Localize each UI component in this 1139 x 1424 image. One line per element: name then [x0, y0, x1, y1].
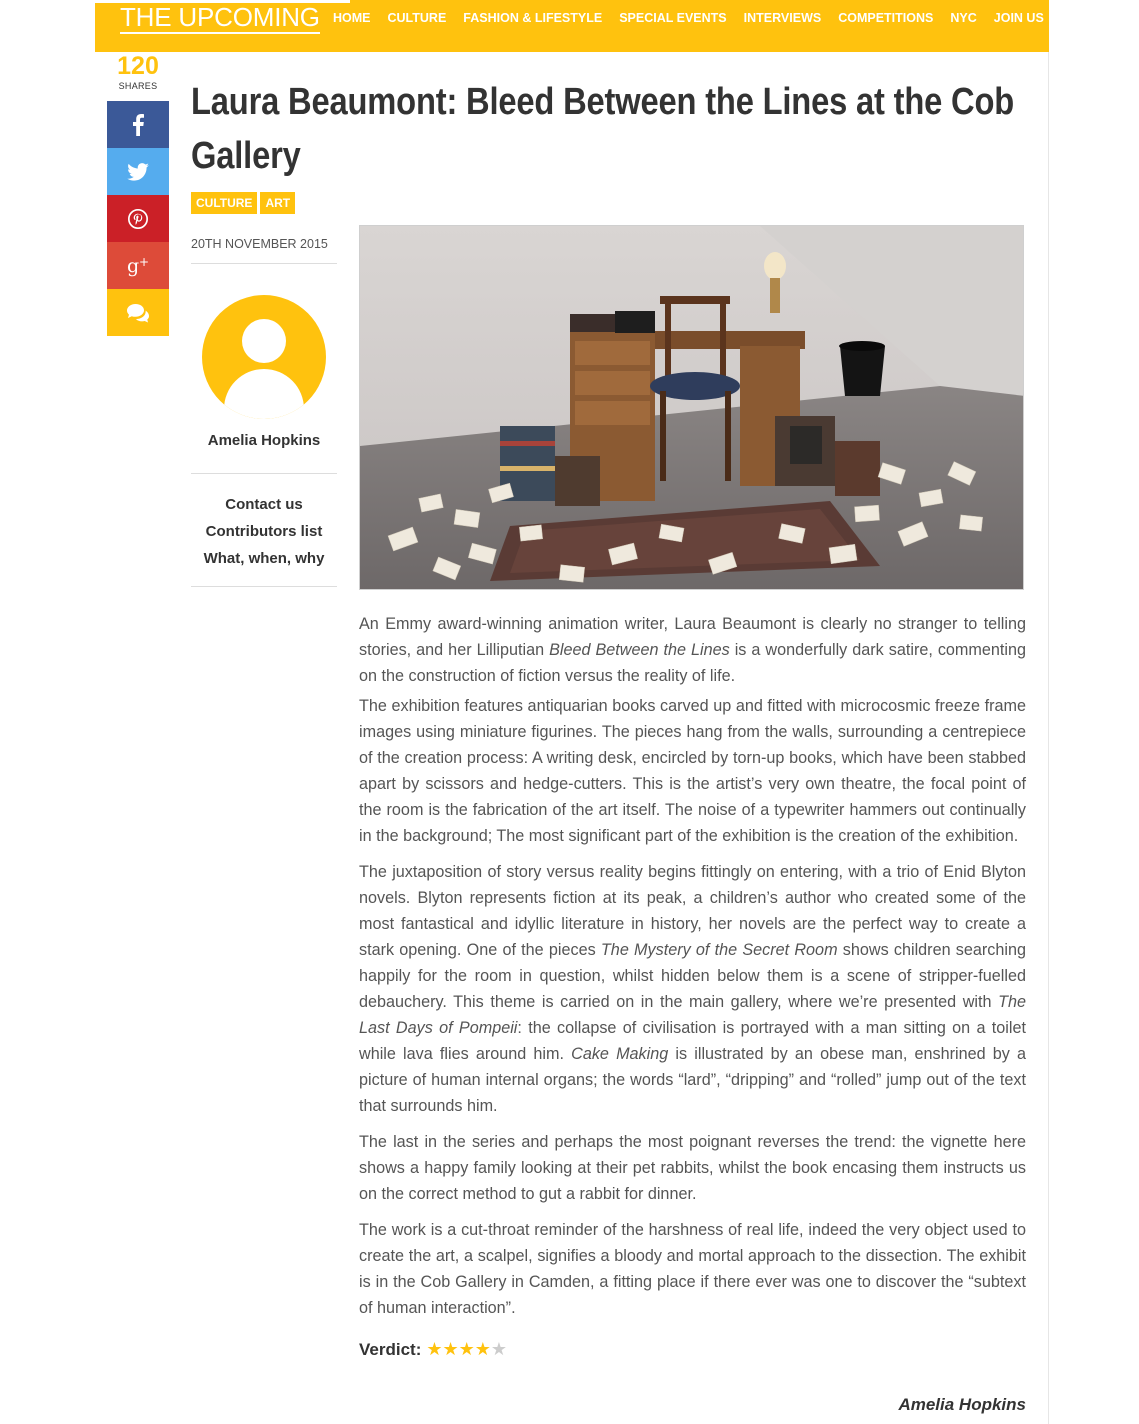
nav-interviews[interactable]: INTERVIEWS — [743, 11, 822, 25]
pinterest-share-button[interactable] — [107, 195, 169, 242]
p3-text-b: shows children searching happily for the room in question, whilst hidden below them is a scene of stripper-fuelled debauchery. This theme is carried on in the main gallery, where we’re presented with — [359, 941, 1026, 1011]
paragraph-1 — [359, 611, 1026, 689]
svg-text:+: + — [139, 254, 150, 269]
paragraph-3 — [359, 859, 1026, 1119]
nav-competitions[interactable]: COMPETITIONS — [838, 11, 934, 25]
tag-culture[interactable]: CULTURE — [191, 192, 257, 214]
star-filled-icon: ★ — [442, 1339, 459, 1359]
google-plus-icon — [126, 255, 150, 277]
star-empty-icon: ★ — [490, 1339, 508, 1359]
p3-text-a: The juxtaposition of story versus reality begins fittingly on entering, with a trio of Enid Blyton novels. Blyton represents fiction at its peak, a children’s author who created some of the most fantastical and idyllic literature in history, her novels are the perfect way to create a stark opening. One of the pieces — [359, 863, 1026, 959]
verdict-label: Verdict: — [359, 1340, 422, 1359]
svg-text:g: g — [127, 254, 140, 277]
paragraph-5: The work is a cut-throat reminder of the harshness of real life, indeed the very object used to create the art, a scalpel, signifies a bloody and mortal approach to the dissection. The exhibit is in the Cob Gallery in Camden, a fitting place if there ever was one to discover the “subtext of human interaction”. — [359, 1221, 1026, 1317]
verdict — [359, 1337, 1026, 1363]
contributors-list-link[interactable]: Contributors list — [205, 523, 323, 540]
author-avatar[interactable] — [202, 295, 326, 419]
author-name[interactable]: Amelia Hopkins — [191, 429, 337, 474]
star-filled-icon: ★ — [426, 1339, 443, 1359]
share-label: SHARES — [118, 81, 158, 91]
site-header — [95, 0, 1049, 52]
article-body — [359, 611, 1026, 1363]
comments-share-button[interactable] — [107, 289, 169, 336]
p3-text-c: : the collapse of civilisation is portrayed with a man sitting on a toilet while lava flies around him. — [359, 1019, 1026, 1063]
site-logo[interactable]: THE UPCOMING — [120, 2, 320, 32]
author-avatar-wrap — [191, 264, 337, 429]
p3-title-italic-1: The Mystery of the Secret Room — [600, 941, 838, 959]
article-meta — [191, 225, 337, 587]
nav-home[interactable]: HOME — [333, 11, 371, 25]
comments-icon — [126, 303, 150, 323]
author-signature: Amelia Hopkins — [898, 1395, 1026, 1414]
exhibition-photo — [359, 225, 1024, 590]
post-date: 20TH NOVEMBER 2015 — [191, 225, 337, 264]
category-tags — [191, 192, 298, 214]
exhibition-photo-illustration — [360, 226, 1024, 590]
share-rail — [107, 52, 169, 336]
author-links — [191, 474, 337, 587]
nav-fashion-lifestyle[interactable]: FASHION & LIFESTYLE — [463, 11, 603, 25]
twitter-share-button[interactable] — [107, 148, 169, 195]
p1-text-a: An Emmy award-winning animation writer, Laura Beaumont is clearly no stranger to telling stories, and her Lilliputian — [359, 615, 1026, 659]
main-nav — [333, 11, 1044, 25]
p1-title-italic: Bleed Between the Lines — [549, 641, 730, 659]
star-filled-icon: ★ — [474, 1339, 491, 1359]
paragraph-4: The last in the series and perhaps the most poignant reverses the trend: the vignette here shows a happy family looking at their pet rabbits, whilst the book encasing them instructs us on the correct method to gut a rabbit for dinner. — [359, 1133, 1026, 1203]
nav-join-us[interactable]: JOIN US — [993, 11, 1044, 25]
contact-us-link[interactable]: Contact us — [225, 496, 303, 513]
what-when-why-link[interactable]: What, when, why — [203, 550, 325, 567]
tag-art[interactable]: ART — [260, 192, 295, 214]
nav-culture[interactable]: CULTURE — [387, 11, 447, 25]
article-title: Laura Beaumont: Bleed Between the Lines at the Cob Gallery — [191, 81, 1015, 177]
paragraph-2: The exhibition features antiquarian books carved up and fitted with microcosmic freeze frame images using miniature figurines. The pieces hang from the walls, surrounding a centrepiece of the creation process: A writing desk, encircled by torn-up books, which have been stabbed apart by scissors and hedge-cutters. This is the artist’s very own theatre, the focal point of the room is the fabrication of the art itself. The noise of a typewriter hammers out continually in the background; The most significant part of the exhibition is the creation of the exhibition. — [359, 697, 1026, 845]
facebook-share-button[interactable] — [107, 101, 169, 148]
star-rating — [426, 1337, 507, 1363]
star-filled-icon: ★ — [458, 1339, 475, 1359]
avatar-head-shape — [242, 319, 286, 363]
share-count: 120 — [117, 52, 159, 80]
p3-title-italic-2: The Last Days of Pompeii — [359, 993, 1026, 1037]
google-plus-share-button[interactable] — [107, 242, 169, 289]
avatar-body-shape — [224, 369, 304, 419]
twitter-icon — [127, 163, 149, 181]
facebook-icon — [131, 114, 145, 136]
p1-text-b: is a wonderfully dark satire, commenting on the construction of fiction versus the reality of life. — [359, 641, 1027, 685]
nav-special-events[interactable]: SPECIAL EVENTS — [619, 11, 727, 25]
p3-title-italic-3: Cake Making — [571, 1045, 669, 1063]
nav-nyc[interactable]: NYC — [950, 11, 977, 25]
pinterest-icon — [128, 209, 148, 229]
p3-text-d: is illustrated by an obese man, enshrined by a picture of human internal organs; the words “lard”, “dripping” and “rolled” jump out of the text that surrounds him. — [359, 1045, 1026, 1115]
